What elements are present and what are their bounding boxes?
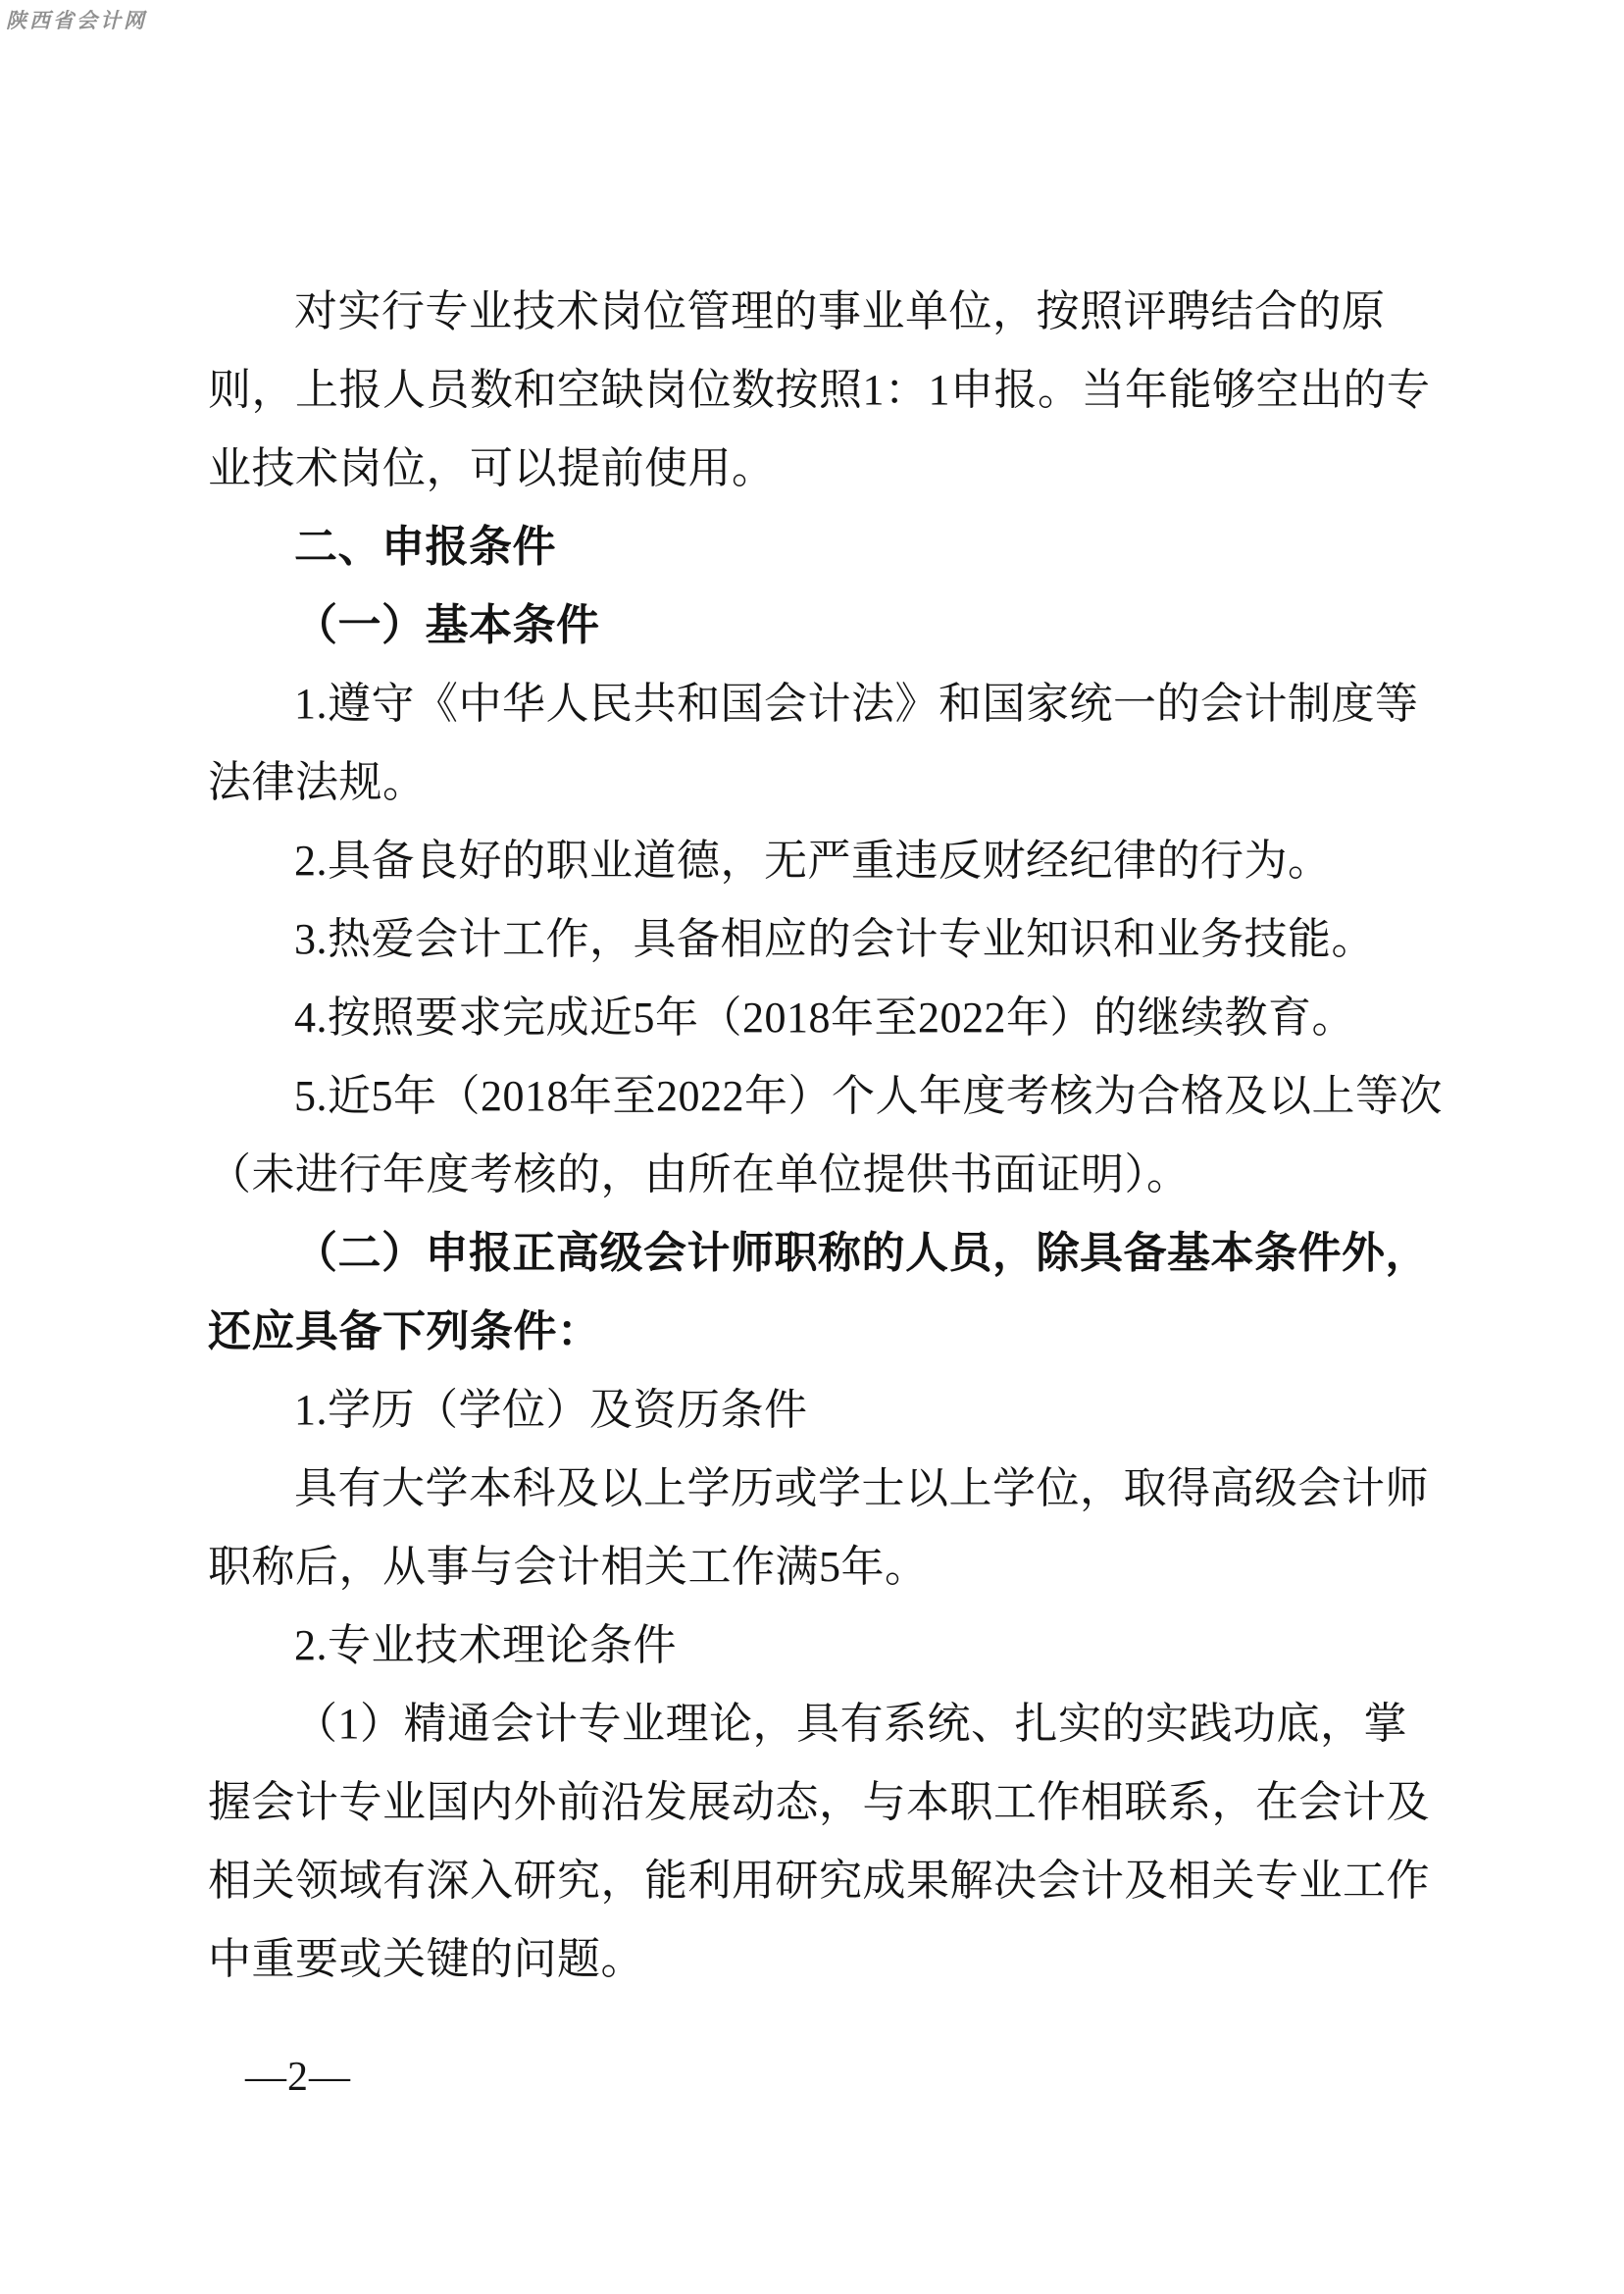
text-line: （未进行年度考核的，由所在单位提供书面证明）。 bbox=[208, 1150, 1191, 1198]
text-line: （1）精通会计专业理论，具有系统、扎实的实践功底，掌 bbox=[294, 1700, 1407, 1748]
text-line: 则，上报人员数和空缺岗位数按照1：1申报。当年能够空出的专 bbox=[208, 366, 1431, 414]
text-line: 5.近5年（2018年至2022年）个人年度考核为合格及以上等次 bbox=[294, 1072, 1443, 1120]
text-line: 具有大学本科及以上学历或学士以上学位，取得高级会计师 bbox=[294, 1464, 1429, 1512]
text-line: 3.热爱会计工作，具备相应的会计专业知识和业务技能。 bbox=[294, 915, 1375, 963]
text-line: 握会计专业国内外前沿发展动态，与本职工作相联系，在会计及 bbox=[208, 1778, 1430, 1826]
text-line: 相关领域有深入研究，能利用研究成果解决会计及相关专业工作 bbox=[208, 1857, 1430, 1905]
text-line: 对实行专业技术岗位管理的事业单位，按照评聘结合的原 bbox=[294, 287, 1386, 335]
text-line: 2.专业技术理论条件 bbox=[294, 1621, 677, 1669]
text-line: （二）申报正高级会计师职称的人员，除具备基本条件外， bbox=[294, 1229, 1429, 1277]
text-line: 4.按照要求完成近5年（2018年至2022年）的继续教育。 bbox=[294, 994, 1355, 1042]
text-line: 还应具备下列条件： bbox=[208, 1307, 601, 1355]
document-body bbox=[208, 273, 1443, 1999]
text-line: （一）基本条件 bbox=[294, 601, 600, 649]
text-line: 1.学历（学位）及资历条件 bbox=[294, 1386, 808, 1434]
watermark: 陕西省会计网 bbox=[6, 10, 147, 32]
text-line: 1.遵守《中华人民共和国会计法》和国家统一的会计制度等 bbox=[294, 680, 1419, 728]
text-line: 二、申报条件 bbox=[294, 523, 556, 571]
page-number: —2— bbox=[245, 2055, 351, 2100]
text-line: 法律法规。 bbox=[208, 758, 427, 806]
text-line: 中重要或关键的问题。 bbox=[208, 1935, 644, 1983]
text-line: 职称后，从事与会计相关工作满5年。 bbox=[208, 1543, 929, 1591]
text-line: 业技术岗位，可以提前使用。 bbox=[208, 444, 776, 492]
text-line: 2.具备良好的职业道德，无严重违反财经纪律的行为。 bbox=[294, 837, 1332, 885]
